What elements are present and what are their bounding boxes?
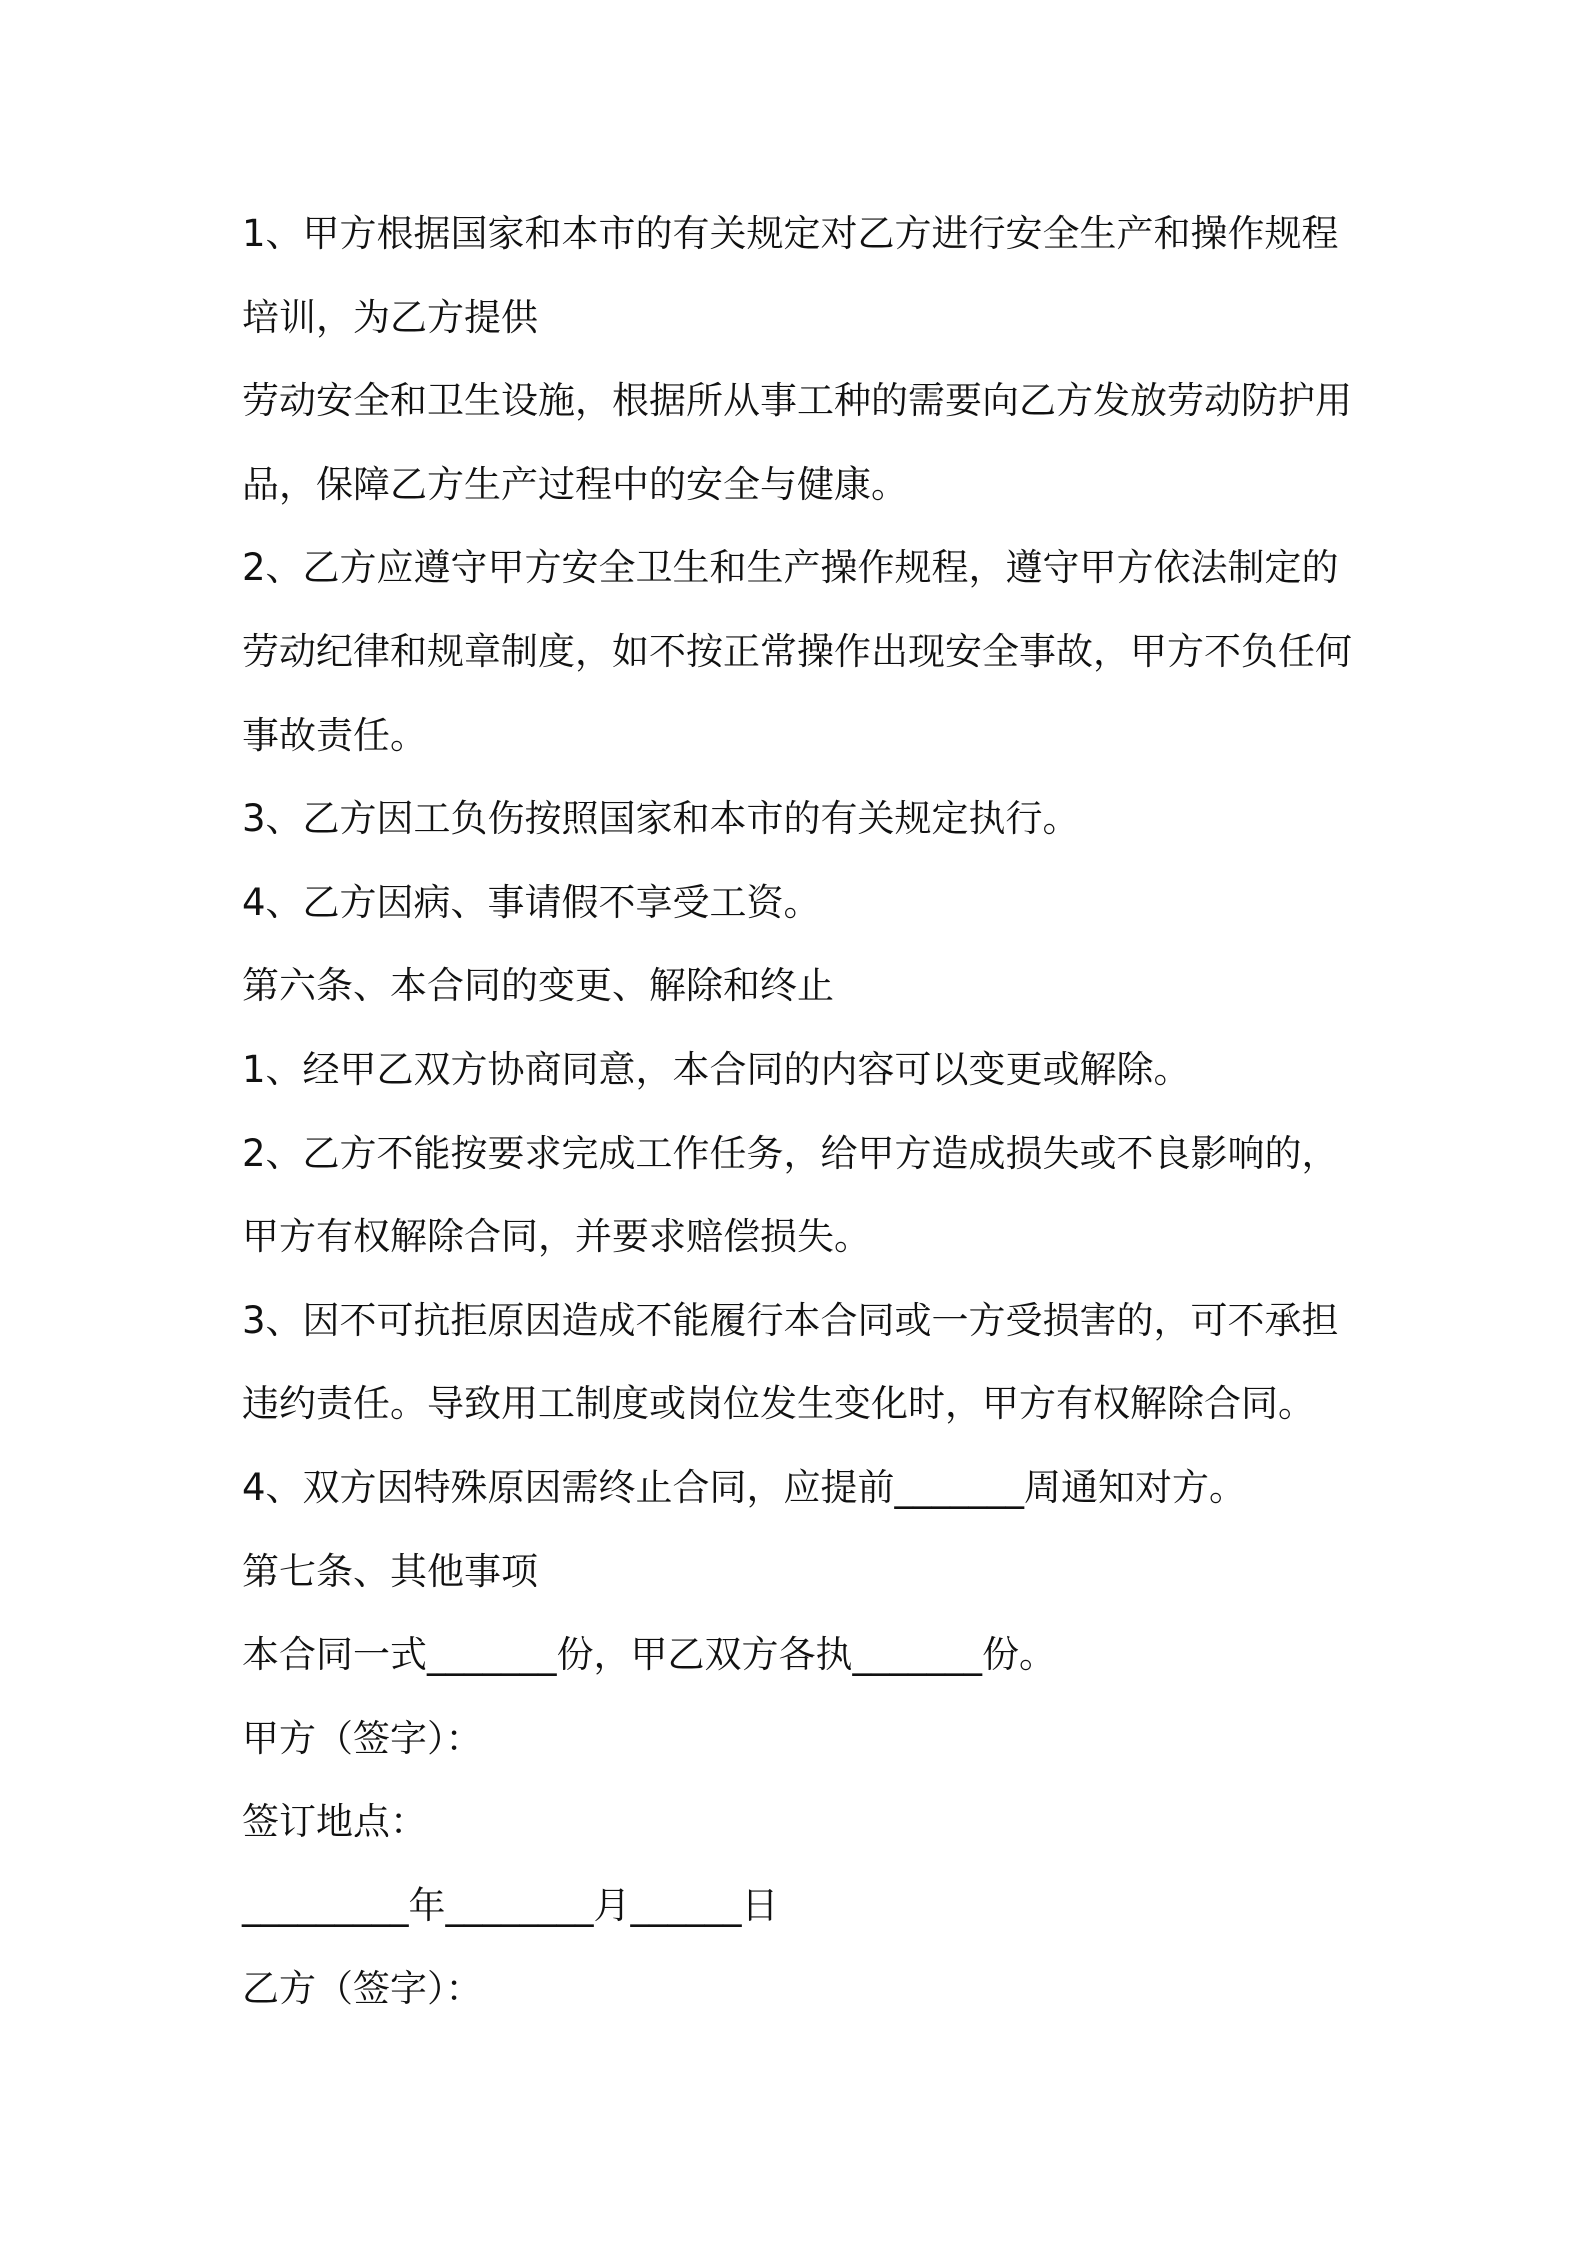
clause-6-2-line-1: 2、乙方不能按要求完成工作任务，给甲方造成损失或不良影响的， [242, 1131, 1339, 1175]
clause-5-1-line-2: 培训，为乙方提供 [242, 295, 538, 339]
clause-6-2-line-2: 甲方有权解除合同，并要求赔偿损失。 [242, 1215, 871, 1259]
copies-line: 本合同一式_______份，甲乙双方各执_______份。 [242, 1633, 1056, 1677]
clause-5-2-line-1: 2、乙方应遵守甲方安全卫生和生产操作规程，遵守甲方依法制定的 [242, 546, 1339, 590]
signing-place: 签订地点： [242, 1800, 427, 1844]
party-b-signature: 乙方（签字）： [242, 1967, 483, 2011]
party-a-signature: 甲方（签字）： [242, 1716, 483, 1760]
clause-5-3: 3、乙方因工负伤按照国家和本市的有关规定执行。 [242, 797, 1080, 841]
clause-6-3-line-2: 违约责任。导致用工制度或岗位发生变化时，甲方有权解除合同。 [242, 1382, 1315, 1426]
signing-date: _________年________月______日 [242, 1883, 779, 1927]
clause-5-1-line-3: 劳动安全和卫生设施，根据所从事工种的需要向乙方发放劳动防护用 [242, 379, 1352, 423]
article-6-heading: 第六条、本合同的变更、解除和终止 [242, 964, 834, 1008]
clause-5-4: 4、乙方因病、事请假不享受工资。 [242, 880, 821, 924]
clause-5-1-line-4: 品，保障乙方生产过程中的安全与健康。 [242, 462, 908, 506]
clause-5-2-line-3: 事故责任。 [242, 713, 427, 757]
clause-6-4: 4、双方因特殊原因需终止合同，应提前_______周通知对方。 [242, 1465, 1247, 1509]
article-7-heading: 第七条、其他事项 [242, 1549, 538, 1593]
clause-6-3-line-1: 3、因不可抗拒原因造成不能履行本合同或一方受损害的，可不承担 [242, 1298, 1339, 1342]
clause-5-2-line-2: 劳动纪律和规章制度，如不按正常操作出现安全事故，甲方不负任何 [242, 629, 1352, 673]
clause-6-1: 1、经甲乙双方协商同意，本合同的内容可以变更或解除。 [242, 1047, 1191, 1091]
clause-5-1-line-1: 1、甲方根据国家和本市的有关规定对乙方进行安全生产和操作规程 [242, 212, 1339, 255]
document-body [242, 192, 1362, 2031]
